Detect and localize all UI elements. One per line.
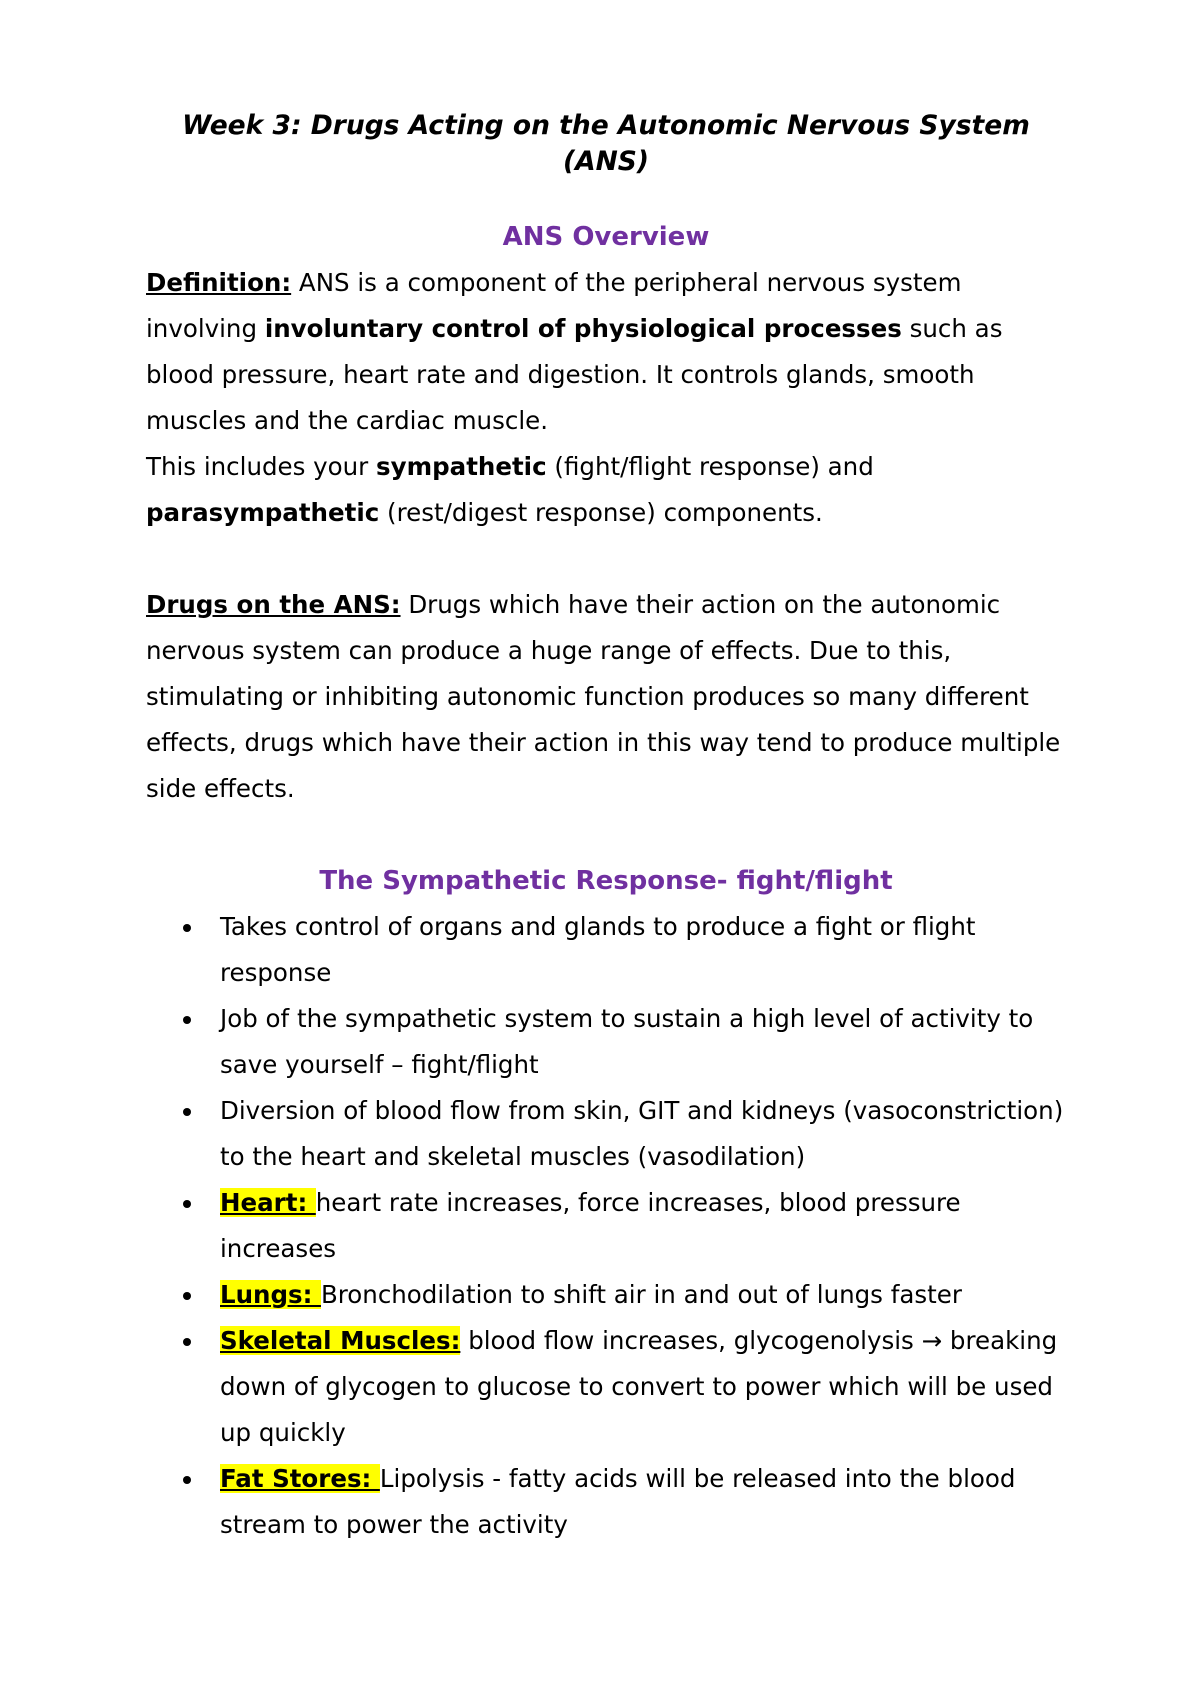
includes-text-2: (fight/flight response) and xyxy=(546,452,874,481)
definition-text-2: such as blood pressure, heart rate and digestion. It controls glands, smooth muscles and the cardiac muscle. xyxy=(146,314,1003,435)
definition-label: Definition: xyxy=(146,268,292,297)
bullet-text: Diversion of blood flow from skin, GIT and kidneys (vasoconstriction) to the heart and skeletal muscles (vasodilation) xyxy=(220,1096,1064,1171)
list-item-heart xyxy=(146,1180,1066,1272)
document-title xyxy=(146,108,1066,180)
includes-parasympathetic: parasympathetic xyxy=(146,498,380,527)
skeletal-muscles-text: blood flow increases, glycogenolysis → breaking down of glycogen to glucose to convert to power which will be used up quickly xyxy=(220,1326,1058,1447)
document-body xyxy=(146,108,1066,1548)
list-item xyxy=(146,904,1066,996)
drugs-label: Drugs on the ANS: xyxy=(146,590,401,619)
spacer xyxy=(146,536,1066,582)
includes-paragraph xyxy=(146,444,1066,536)
bullet-text: Job of the sympathetic system to sustain a high level of activity to save yourself – fight/flight xyxy=(220,1004,1034,1079)
definition-paragraph xyxy=(146,260,1066,444)
bullet-icon xyxy=(183,1476,191,1484)
bullet-icon xyxy=(183,924,191,932)
heart-label: Heart: xyxy=(220,1188,316,1217)
lungs-text: Bronchodilation to shift air in and out of lungs faster xyxy=(320,1280,962,1309)
definition-text-1: ANS is a component of the peripheral nervous system involving xyxy=(146,268,962,343)
bullet-icon xyxy=(183,1338,191,1346)
includes-text-3: (rest/digest response) components. xyxy=(379,498,823,527)
sympathetic-heading: The Sympathetic Response- fight/flight xyxy=(319,866,893,896)
spacer xyxy=(146,812,1066,858)
list-item-fat-stores xyxy=(146,1456,1066,1548)
sympathetic-bullet-list xyxy=(146,904,1066,1548)
includes-sympathetic: sympathetic xyxy=(376,452,547,481)
list-item-lungs xyxy=(146,1272,1066,1318)
definition-bold: involuntary control of physiological processes xyxy=(264,314,902,343)
title-line-2: (ANS) xyxy=(563,146,649,177)
lungs-label: Lungs: xyxy=(220,1280,321,1309)
list-item-skeletal-muscles xyxy=(146,1318,1066,1456)
heart-text: heart rate increases, force increases, blood pressure increases xyxy=(220,1188,961,1263)
list-item xyxy=(146,996,1066,1088)
drugs-paragraph xyxy=(146,582,1066,812)
drugs-text: Drugs which have their action on the autonomic nervous system can produce a huge range of effects. Due to this, stimulating or inhibiting autonomic function produces so many different effects, drugs which have their action in this way tend to produce multiple side effects. xyxy=(146,590,1061,803)
bullet-text: Takes control of organs and glands to produce a fight or flight response xyxy=(220,912,976,987)
fat-stores-text: Lipolysis - fatty acids will be released into the blood stream to power the activity xyxy=(220,1464,1016,1539)
bullet-icon xyxy=(183,1108,191,1116)
list-item xyxy=(146,1088,1066,1180)
bullet-icon xyxy=(183,1016,191,1024)
title-line-1: Week 3: Drugs Acting on the Autonomic Nervous System xyxy=(182,110,1030,141)
includes-text-1: This includes your xyxy=(146,452,377,481)
fat-stores-label: Fat Stores: xyxy=(220,1464,380,1493)
bullet-icon xyxy=(183,1292,191,1300)
ans-overview-heading: ANS Overview xyxy=(502,222,710,252)
skeletal-muscles-label: Skeletal Muscles: xyxy=(220,1326,461,1355)
bullet-icon xyxy=(183,1200,191,1208)
